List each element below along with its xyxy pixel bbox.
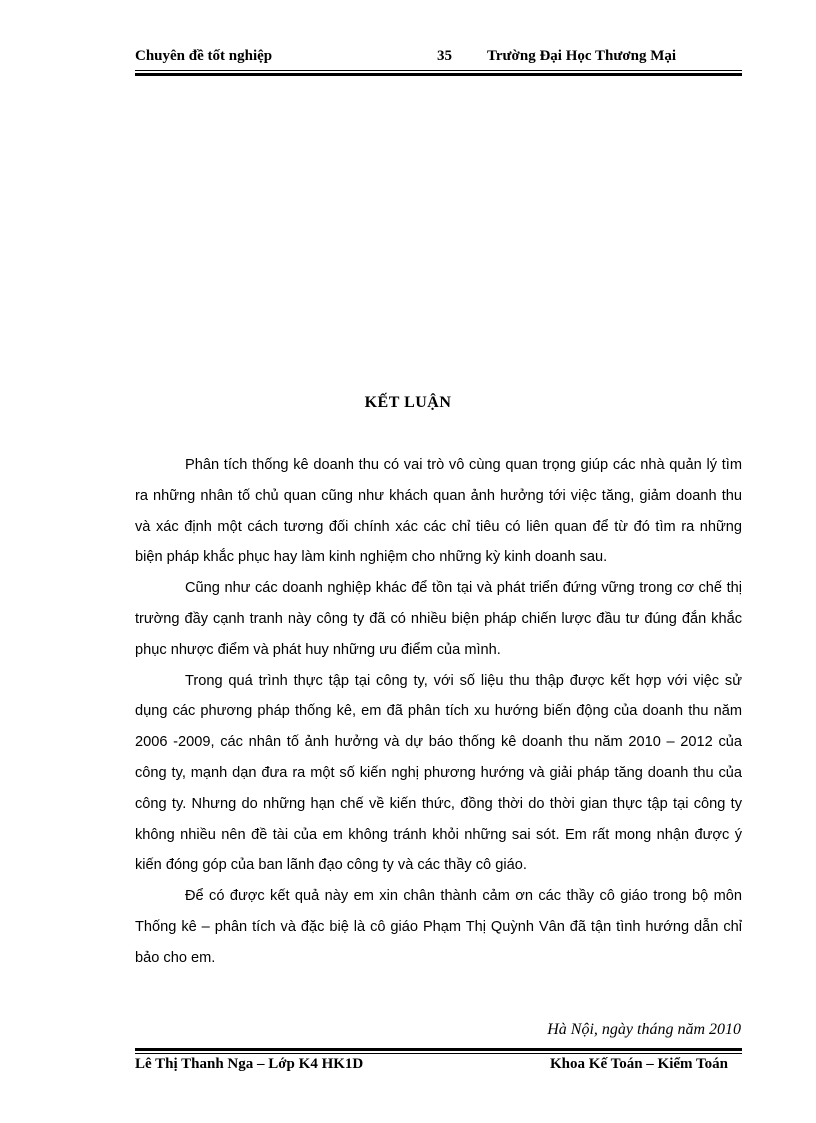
header-thesis-label: Chuyên đề tốt nghiệp [135,48,273,64]
page-title: KẾT LUẬN [364,394,452,411]
footer-rule-thin [135,1053,742,1054]
page-header [135,48,742,70]
paragraph-1: Phân tích thống kê doanh thu có vai trò vô cùng quan trọng giúp các nhà quản lý tìm ra những nhân tố chủ quan cũng như khách quan ảnh hưởng tới việc tăng, giảm doanh thu và xác định một cách tương đối chính xác các chỉ tiêu có liên quan để từ đó tìm ra những biện pháp khắc phục hay làm kinh nghiệm cho những kỳ kinh doanh sau. [135,457,742,566]
signature-date-line: Hà Nội, ngày tháng năm 2010 [547,1021,741,1038]
page-footer [135,1056,742,1078]
header-university-name: Trường Đại Học Thương Mại [487,48,677,64]
paragraph-4: Để có được kết quả này em xin chân thành cảm ơn các thầy cô giáo trong bộ môn Thống kê – phân tích và đặc biệ là cô giáo Phạm Thị Quỳnh Vân đã tận tình hướng dẫn chỉ bảo cho em. [135,888,742,966]
header-page-number: 35 [437,48,452,64]
header-rule-thick [135,73,742,76]
header-rule-thin [135,70,742,71]
body-text [135,450,742,974]
paragraph-3: Trong quá trình thực tập tại công ty, với số liệu thu thập được kết hợp với việc sử dụng các phương pháp thống kê, em đã phân tích xu hướng biến động của doanh thu năm 2006 -2009, các nhân tố ảnh hưởng và dự báo thống kê doanh thu năm 2010 – 2012 của công ty, mạnh dạn đưa ra một số kiến nghị phương hướng và giải pháp tăng doanh thu của công ty. Nhưng do những hạn chế về kiến thức, đồng thời do thời gian thực tập tại công ty không nhiều nên đề tài của em không tránh khỏi những sai sót. Em rất mong nhận được ý kiến đóng góp của ban lãnh đạo công ty và các thầy cô giáo. [135,672,742,874]
footer-rule-thick [135,1048,742,1051]
paragraph-2: Cũng như các doanh nghiệp khác để tồn tại và phát triển đứng vững trong cơ chế thị trường đầy cạnh tranh này công ty đã có nhiều biện pháp chiến lược đầu tư đúng đắn khắc phục nhược điểm và phát huy những ưu điểm của mình. [135,580,742,658]
footer-author: Lê Thị Thanh Nga – Lớp K4 HK1D [135,1056,364,1072]
footer-department: Khoa Kế Toán – Kiểm Toán [550,1056,728,1072]
